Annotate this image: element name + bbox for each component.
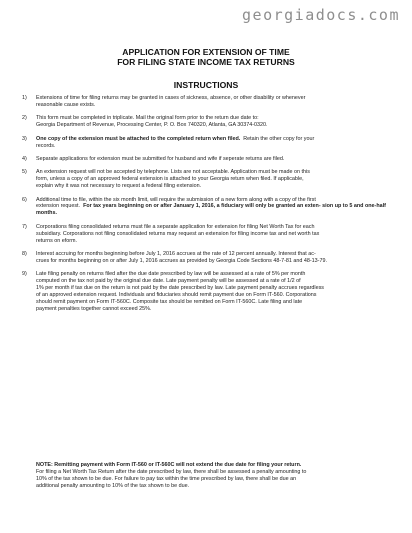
item-number: 4) (22, 155, 27, 162)
item-line: subsidiary. Corporations not filing consolidated returns may request an extension for filing income tax and net worth tax (36, 230, 320, 237)
item-bold-text: One copy of the extension must be attached to the completed return when filed. (36, 135, 241, 142)
item-line: This form must be completed in triplicate. Mail the original form prior to the return due date to: (36, 115, 259, 122)
item-line: Extensions of time for filing returns may be granted in cases of sickness, absence, or other disability or whenever (36, 95, 306, 101)
item-line: crues for months beginning on or after July 1, 2016 accrues as provided by Georgia Code Sections 48-7-81 and 48-13-79. (36, 257, 327, 264)
instruction-item-2 (22, 115, 394, 129)
item-line-composite (36, 136, 394, 143)
instruction-item-8 (22, 251, 394, 265)
item-line: returns on eform. (36, 237, 78, 244)
note-line: For filing a Net Worth Tax Return after the date prescribed by law, there shall be assessed a penalty amounting to (36, 468, 307, 475)
item-number: 8) (22, 251, 27, 257)
item-line: reasonable cause exists. (36, 101, 96, 108)
note-block (36, 462, 394, 490)
item-line: records. (36, 142, 56, 149)
item-line: 1% per month if tax due on the return is not paid by the date prescribed by law. Late payment penalty accrues regardless (36, 285, 324, 292)
item-line-composite (36, 203, 394, 217)
instruction-item-4 (22, 156, 394, 163)
item-number: 3) (22, 135, 27, 142)
item-number: 2) (22, 115, 27, 122)
item-line: Separate applications for extension must be submitted for husband and wife if seperate returns are filed. (36, 155, 285, 162)
item-line: Additional time to file, within the six month limit, will require the submission of a new form along with a copy of the first (36, 196, 316, 203)
instruction-item-6 (22, 197, 394, 218)
note-line: additional penalty amounting to 10% of the tax shown to be due. (36, 482, 190, 489)
item-line: Corporations filing consolidated returns must file a separate application for extension for filing Net Worth Tax for each (36, 223, 315, 230)
title-line-2: FOR FILING STATE INCOME TAX RETURNS (117, 57, 295, 67)
item-line: computed on the tax not paid by the original due date. Late payment penalty will be assessed at a rate of 1/2 of (36, 278, 301, 285)
instruction-item-7 (22, 224, 394, 245)
item-line: explain why it was not necessary to request a federal filing extension. (36, 183, 202, 190)
item-line: Georgia Department of Revenue, Processing Center, P. O. Box 740320, Atlanta, GA 30374-0320. (36, 122, 268, 129)
note-bold-line: NOTE: Remitting payment with Form IT-560 or IT-560C will not extend the due date for filing your return. (36, 462, 302, 468)
item-number: 1) (22, 95, 27, 101)
item-text: Retain the other copy for your (243, 135, 315, 142)
instructions-heading: INSTRUCTIONS (173, 80, 239, 90)
item-text: extension request. (36, 203, 81, 210)
item-number: 9) (22, 271, 27, 278)
instruction-item-5 (22, 169, 394, 190)
item-number: 5) (22, 169, 27, 176)
item-line: An extension request will not be accepted by telephone. Lists are not acceptable. Application must be made on this (36, 169, 310, 176)
instruction-item-9 (22, 271, 394, 312)
instructions-list (22, 95, 394, 313)
item-line: payment penalties together cannot exceed 25%. (36, 305, 152, 312)
instruction-item-3 (22, 136, 394, 150)
item-line: form, unless a copy of an approved federal extension is attached to your Georgia return when filed. If applicable, (36, 176, 304, 183)
item-line: should remit payment on Form IT-560C. Composite tax should be remitted on Form IT-560C. Late filing and late (36, 298, 303, 305)
item-number: 6) (22, 196, 27, 203)
note-line: 10% of the tax shown to be due. For failure to pay tax within the time prescribed by law, there shall be due an (36, 475, 297, 482)
title-line-1: APPLICATION FOR EXTENSION OF TIME (122, 47, 290, 57)
item-line: Late filing penalty on returns filed after the due date prescribed by law will be assessed at a rate of 5% per month (36, 271, 306, 278)
item-line: of an approved extension request. Individuals and fiduciaries should remit payment due on Form IT-560. Corporations (36, 292, 317, 299)
item-line: Interest accruing for months beginning before July 1, 2016 accrues at the rate of 12 percent annually. Interest that ac- (36, 251, 316, 257)
item-number: 7) (22, 223, 27, 230)
item-bold-text: For tax years beginning on or after January 1, 2016, a fiduciary will only be granted an exten- sion up to 5 and one-half months. (36, 203, 386, 217)
watermark: georgiadocs.com (242, 6, 400, 24)
instruction-item-1 (22, 95, 394, 109)
